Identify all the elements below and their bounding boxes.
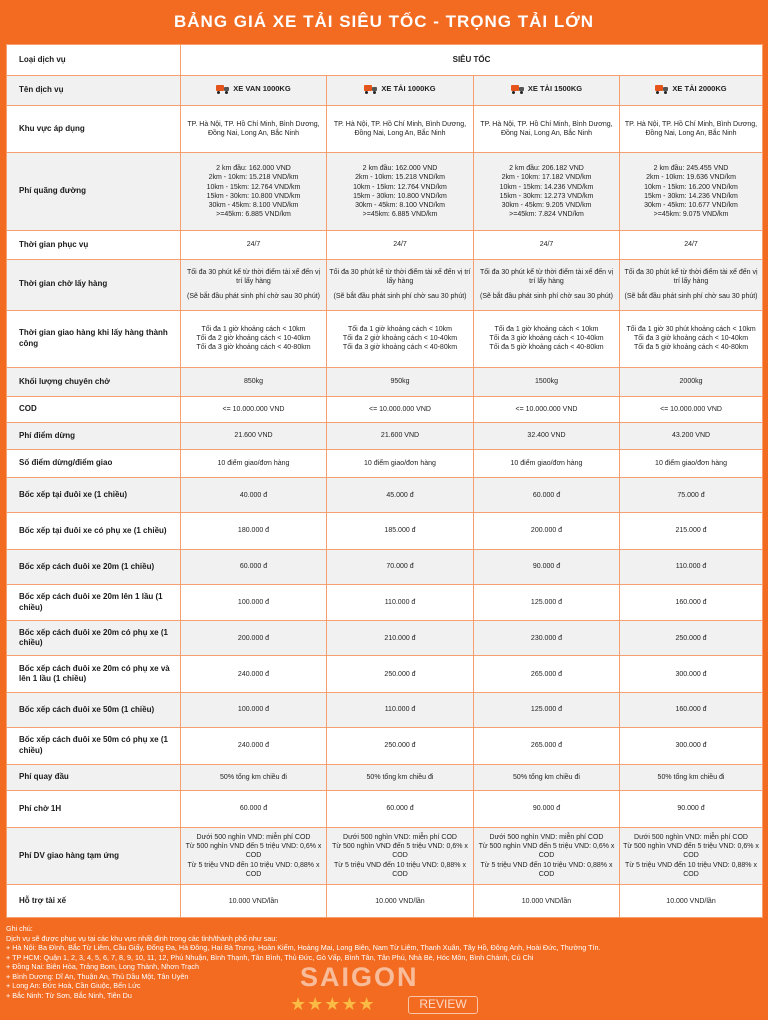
cell-text: 110.000 đ — [675, 563, 707, 571]
table-cell — [474, 692, 620, 727]
cell-text: 110.000 đ — [384, 598, 416, 606]
table-cell — [181, 513, 327, 550]
cell-text: 10 điểm giao/đơn hàng — [655, 459, 727, 467]
table-cell — [620, 153, 763, 231]
cell-text: 100.000 đ — [237, 706, 270, 714]
table-cell — [327, 692, 474, 727]
cell-line: Từ 5 triệu VND đến 10 triệu VND: 0,88% x COD — [480, 861, 613, 878]
cell-text: 24/7 — [393, 241, 407, 249]
table-cell — [620, 396, 763, 423]
cell-line: Từ 500 nghìn VND đến 5 triệu VND: 0,6% x COD — [332, 843, 468, 860]
cell-text: 60.000 đ — [239, 563, 268, 571]
cell-line: 15km - 30km: 14.236 VND/km — [644, 192, 738, 200]
review-badge: REVIEW — [408, 996, 478, 1014]
table-row — [7, 727, 763, 764]
cell-text: 60.000 đ — [532, 491, 561, 499]
table-row — [7, 827, 763, 884]
table-cell — [181, 827, 327, 884]
cell-text: 230.000 đ — [530, 634, 563, 642]
cell-text: 10.000 VND/lần — [666, 897, 716, 905]
cell-text: 850kg — [243, 378, 264, 386]
table-cell — [474, 584, 620, 621]
cell-text: 110.000 đ — [384, 706, 416, 714]
cell-line: Tối đa 2 giờ khoảng cách < 10-40km — [196, 335, 311, 343]
table-cell — [181, 423, 327, 450]
row-label: Phí quãng đường — [7, 153, 181, 231]
table-cell — [327, 367, 474, 396]
cell-text: 24/7 — [246, 241, 261, 249]
cell-line: 30km - 45km: 8.100 VND/km — [208, 201, 299, 209]
cell-line: 2 km đầu: 162.000 VND — [362, 165, 438, 173]
table-row — [7, 549, 763, 584]
cell-line: >=45km: 6.885 VND/km — [362, 210, 438, 218]
table-cell — [181, 885, 327, 918]
table-cell — [474, 885, 620, 918]
vehicle-name: XE TẢI 1000KG — [381, 84, 436, 94]
vehicle-name: XE VAN 1000KG — [233, 84, 291, 94]
cell-text: 45.000 đ — [386, 491, 414, 499]
table-cell — [327, 727, 474, 764]
table-row — [7, 396, 763, 423]
cell-text: 24/7 — [539, 241, 554, 249]
cell-line: 15km - 30km: 12.273 VND/km — [499, 192, 594, 200]
table-cell — [474, 396, 620, 423]
row-label: Bốc xếp cách đuôi xe 50m có phụ xe (1 chiều) — [7, 727, 181, 764]
table-cell — [327, 259, 474, 310]
cell-line: Tối đa 3 giờ khoảng cách < 10-40km — [489, 335, 604, 343]
cell-text: 160.000 đ — [675, 706, 707, 714]
cell-text: 24/7 — [684, 241, 698, 249]
cell-line: Tối đa 3 giờ khoảng cách < 40-80km — [342, 344, 458, 352]
cell-line: 2 km đầu: 162.000 VND — [216, 165, 291, 173]
watermark-logo — [288, 962, 488, 1018]
cell-text: 300.000 đ — [675, 670, 707, 678]
table-cell — [327, 153, 474, 231]
table-cell — [474, 367, 620, 396]
table-cell — [474, 513, 620, 550]
table-cell — [327, 423, 474, 450]
row-label: COD — [7, 396, 181, 423]
table-cell — [474, 621, 620, 656]
row-label: Bốc xếp tại đuôi xe có phụ xe (1 chiều) — [7, 513, 181, 550]
table-cell — [181, 396, 327, 423]
table-cell — [620, 367, 763, 396]
cell-text: 300.000 đ — [675, 742, 707, 750]
table-cell — [181, 549, 327, 584]
table-cell — [327, 764, 474, 791]
row-label: Bốc xếp tại đuôi xe (1 chiều) — [7, 478, 181, 513]
table-row — [7, 449, 763, 478]
cell-line: 2km - 10km: 15.218 VND/km — [355, 174, 445, 182]
cell-line: 2 km đầu: 245.455 VND — [653, 165, 729, 173]
cell-text: 75.000 đ — [677, 491, 705, 499]
note-line: + Hà Nội: Ba Đình, Bắc Từ Liêm, Cầu Giấy, Đống Đa, Hà Đông, Hai Bà Trưng, Hoàn Kiếm, Hoàng Mai, Long Biên, Nam Từ Liêm, Thanh Xuân, Tây Hồ, Đông Anh, Hoài Đức, Thường Tín. — [6, 943, 601, 952]
cell-line: Từ 500 nghìn VND đến 5 triệu VND: 0,6% x COD — [185, 843, 322, 860]
table-cell — [181, 106, 327, 153]
page-title: BẢNG GIÁ XE TẢI SIÊU TỐC - TRỌNG TẢI LỚN — [173, 12, 594, 31]
cell-line: Tối đa 1 giờ 30 phút khoảng cách < 10km — [626, 326, 756, 334]
cell-line: Tối đa 1 giờ khoảng cách < 10km — [201, 326, 306, 334]
table-cell — [327, 791, 474, 828]
table-cell — [181, 621, 327, 656]
truck-icon — [511, 84, 524, 94]
cell-line: Từ 500 nghìn VND đến 5 triệu VND: 0,6% x COD — [478, 843, 615, 860]
cell-text: TP. Hà Nội, TP. Hồ Chí Minh, Bình Dương, Đồng Nai, Long An, Bắc Ninh — [480, 121, 613, 138]
cell-text: 185.000 đ — [384, 527, 416, 535]
cell-subnote: (Sẽ bắt đầu phát sinh phí chờ sau 30 phút) — [333, 293, 467, 301]
cell-line: Tối đa 2 giờ khoảng cách < 10-40km — [342, 335, 458, 343]
cell-text: TP. Hà Nội, TP. Hồ Chí Minh, Bình Dương, Đồng Nai, Long An, Bắc Ninh — [333, 121, 467, 138]
cell-text: TP. Hà Nội, TP. Hồ Chí Minh, Bình Dương, Đồng Nai, Long An, Bắc Ninh — [187, 121, 320, 138]
vehicle-header — [474, 75, 620, 106]
table-cell — [620, 727, 763, 764]
table-row — [7, 45, 763, 76]
cell-text: Tối đa 30 phút kể từ thời điểm tài xế đến vị trí lấy hàng — [624, 269, 758, 286]
truck-icon — [216, 84, 229, 94]
cell-text: 10.000 VND/lần — [228, 897, 279, 905]
cell-text: 210.000 đ — [384, 634, 416, 642]
table-cell — [327, 231, 474, 260]
cell-text: 215.000 đ — [675, 527, 707, 535]
table-cell — [327, 310, 474, 367]
cell-text: 90.000 đ — [677, 805, 705, 813]
cell-text: 200.000 đ — [237, 634, 270, 642]
cell-subnote: (Sẽ bắt đầu phát sinh phí chờ sau 30 phút) — [624, 293, 758, 301]
table-cell — [181, 310, 327, 367]
cell-text: 10 điểm giao/đơn hàng — [364, 459, 436, 467]
table-cell — [474, 449, 620, 478]
cell-text: 250.000 đ — [384, 670, 416, 678]
cell-text: 180.000 đ — [237, 527, 270, 535]
table-cell — [620, 449, 763, 478]
cell-text: 125.000 đ — [530, 598, 563, 606]
cell-text: <= 10.000.000 VND — [222, 405, 285, 413]
cell-text: 10 điểm giao/đơn hàng — [217, 459, 290, 467]
table-cell — [327, 513, 474, 550]
table-cell — [181, 692, 327, 727]
price-table — [6, 44, 762, 918]
table-row — [7, 791, 763, 828]
vehicle-header — [620, 75, 763, 106]
cell-line: 2km - 10km: 19.636 VND/km — [646, 174, 736, 182]
table-row — [7, 75, 763, 106]
cell-line: Dưới 500 nghìn VND: miễn phí COD — [343, 834, 457, 842]
table-cell — [327, 449, 474, 478]
vehicle-name: XE TẢI 1500KG — [527, 84, 583, 94]
cell-text: TP. Hà Nội, TP. Hồ Chí Minh, Bình Dương, Đồng Nai, Long An, Bắc Ninh — [624, 121, 758, 138]
cell-line: 15km - 30km: 10.800 VND/km — [353, 192, 447, 200]
table-cell — [181, 791, 327, 828]
cell-subnote: (Sẽ bắt đầu phát sinh phí chờ sau 30 phút) — [186, 293, 320, 301]
cell-text: 10.000 VND/lần — [521, 897, 572, 905]
cell-text: 1500kg — [535, 378, 558, 386]
table-cell — [327, 549, 474, 584]
cell-text: 265.000 đ — [530, 670, 563, 678]
table-cell — [474, 259, 620, 310]
row-label: Khu vực áp dụng — [7, 106, 181, 153]
cell-line: Từ 500 nghìn VND đến 5 triệu VND: 0,6% x COD — [623, 843, 759, 860]
table-row — [7, 310, 763, 367]
cell-line: Tối đa 3 giờ khoảng cách < 10-40km — [633, 335, 749, 343]
cell-line: >=45km: 7.824 VND/km — [509, 210, 584, 218]
table-cell — [327, 885, 474, 918]
cell-text: 40.000 đ — [239, 491, 268, 499]
cell-line: 30km - 45km: 9.205 VND/km — [501, 201, 592, 209]
row-label: Hỗ trợ tài xế — [7, 885, 181, 918]
table-row — [7, 584, 763, 621]
table-row — [7, 885, 763, 918]
cell-text: 240.000 đ — [237, 742, 270, 750]
table-cell — [327, 584, 474, 621]
table-cell — [181, 153, 327, 231]
table-cell — [474, 764, 620, 791]
table-cell — [327, 621, 474, 656]
table-cell — [327, 656, 474, 693]
table-row — [7, 764, 763, 791]
watermark-name: SAIGON — [300, 962, 419, 992]
table-cell — [181, 478, 327, 513]
cell-text: 2000kg — [679, 378, 703, 386]
cell-text: Tối đa 30 phút kể từ thời điểm tài xế đến vị trí lấy hàng — [479, 269, 613, 286]
table-cell — [620, 513, 763, 550]
table-row — [7, 259, 763, 310]
cell-line: Dưới 500 nghìn VND: miễn phí COD — [634, 834, 748, 842]
note-line: + Long An: Đức Hoà, Cần Giuộc, Bến Lức — [6, 981, 141, 990]
cell-line: Tối đa 5 giờ khoảng cách < 40-80km — [489, 344, 604, 352]
cell-text: <= 10.000.000 VND — [369, 405, 431, 413]
cell-text: <= 10.000.000 VND — [660, 405, 722, 413]
cell-text: 10 điểm giao/đơn hàng — [510, 459, 583, 467]
cell-text: 50% tổng km chiều đi — [657, 773, 725, 781]
note-line: + Đồng Nai: Biên Hòa, Trảng Bom, Long Thành, Nhơn Trạch — [6, 962, 199, 971]
cell-line: Tối đa 1 giờ khoảng cách < 10km — [494, 326, 599, 334]
table-cell — [474, 423, 620, 450]
cell-text: 21.600 VND — [380, 432, 420, 440]
cell-text: 43.200 VND — [671, 432, 711, 440]
cell-text: 60.000 đ — [386, 805, 414, 813]
table-cell — [620, 621, 763, 656]
table-cell — [327, 106, 474, 153]
table-cell — [620, 764, 763, 791]
table-row — [7, 367, 763, 396]
table-cell — [474, 549, 620, 584]
table-cell — [181, 584, 327, 621]
cell-text: 250.000 đ — [384, 742, 416, 750]
cell-text: Tối đa 30 phút kể từ thời điểm tài xế đến vị trí lấy hàng — [329, 269, 471, 286]
cell-line: Từ 5 triệu VND đến 10 triệu VND: 0,88% x COD — [187, 861, 320, 878]
service-type-value: SIÊU TỐC — [181, 45, 763, 76]
table-cell — [620, 259, 763, 310]
cell-line: Dưới 500 nghìn VND: miễn phí COD — [196, 834, 311, 842]
cell-text: Tối đa 30 phút kể từ thời điểm tài xế đến vị trí lấy hàng — [186, 269, 320, 286]
row-label: Khối lượng chuyên chở — [7, 367, 181, 396]
service-name-label: Tên dịch vụ — [7, 75, 181, 106]
note-line: Dịch vụ sẽ được phục vụ tại các khu vực nhất định trong các tỉnh/thành phố như sau: — [6, 933, 278, 943]
cell-text: 160.000 đ — [675, 598, 707, 606]
table-cell — [474, 791, 620, 828]
table-cell — [181, 764, 327, 791]
table-cell — [620, 692, 763, 727]
table-cell — [474, 827, 620, 884]
cell-text: 10.000 VND/lần — [375, 897, 425, 905]
cell-line: 2km - 10km: 17.182 VND/km — [501, 174, 592, 182]
cell-line: 30km - 45km: 8.100 VND/km — [355, 201, 445, 209]
table-cell — [327, 827, 474, 884]
cell-line: 2km - 10km: 15.218 VND/km — [208, 174, 299, 182]
cell-line: 2 km đầu: 206.182 VND — [509, 165, 584, 173]
vehicle-name: XE TẢI 2000KG — [672, 84, 727, 94]
star-rating-icon: ★★★★★ — [290, 994, 376, 1014]
service-type-label: Loại dịch vụ — [7, 45, 181, 76]
table-cell — [474, 727, 620, 764]
table-cell — [474, 656, 620, 693]
table-cell — [620, 423, 763, 450]
cell-text: 90.000 đ — [532, 805, 561, 813]
table-cell — [474, 310, 620, 367]
cell-line: Dưới 500 nghìn VND: miễn phí COD — [489, 834, 604, 842]
cell-text: 50% tổng km chiều đi — [513, 773, 580, 781]
cell-line: Tối đa 3 giờ khoảng cách < 40-80km — [196, 344, 311, 352]
table-row — [7, 231, 763, 260]
vehicle-header — [181, 75, 327, 106]
note-line: + Bình Dương: Dĩ An, Thuận An, Thủ Dầu Một, Tân Uyên — [6, 971, 189, 981]
cell-line: >=45km: 9.075 VND/km — [653, 210, 729, 218]
table-row — [7, 621, 763, 656]
cell-line: 10km - 15km: 12.764 VND/km — [353, 183, 447, 191]
note-line: + Bắc Ninh: Từ Sơn, Bắc Ninh, Tiên Du — [6, 990, 132, 1000]
table-cell — [327, 478, 474, 513]
cell-text: 70.000 đ — [386, 563, 414, 571]
row-label: Bốc xếp cách đuôi xe 20m có phụ xe và lên 1 lầu (1 chiều) — [7, 656, 181, 693]
row-label: Bốc xếp cách đuôi xe 20m có phụ xe (1 chiều) — [7, 621, 181, 656]
note-line: Ghi chú: — [6, 924, 33, 933]
cell-text: 100.000 đ — [237, 598, 270, 606]
table-cell — [620, 656, 763, 693]
truck-icon — [364, 84, 377, 94]
row-label: Số điểm dừng/điểm giao — [7, 449, 181, 478]
table-row — [7, 106, 763, 153]
cell-text: 125.000 đ — [530, 706, 563, 714]
table-cell — [620, 310, 763, 367]
table-row — [7, 478, 763, 513]
table-cell — [474, 106, 620, 153]
row-label: Phí điểm dừng — [7, 423, 181, 450]
table-cell — [327, 396, 474, 423]
cell-text: 60.000 đ — [239, 805, 268, 813]
table-row — [7, 513, 763, 550]
table-cell — [181, 259, 327, 310]
table-cell — [620, 584, 763, 621]
table-cell — [620, 231, 763, 260]
cell-text: 21.600 VND — [234, 432, 273, 440]
table-cell — [474, 478, 620, 513]
table-cell — [620, 885, 763, 918]
row-label: Thời gian chờ lấy hàng — [7, 259, 181, 310]
table-row — [7, 153, 763, 231]
table-row — [7, 423, 763, 450]
row-label: Phí quay đầu — [7, 764, 181, 791]
table-cell — [181, 727, 327, 764]
table-cell — [181, 449, 327, 478]
cell-subnote: (Sẽ bắt đầu phát sinh phí chờ sau 30 phút) — [479, 293, 613, 301]
cell-text: 90.000 đ — [532, 563, 561, 571]
table-cell — [181, 656, 327, 693]
table-row — [7, 656, 763, 693]
cell-text: 950kg — [390, 378, 410, 386]
cell-line: 10km - 15km: 16.200 VND/km — [644, 183, 738, 191]
cell-text: 200.000 đ — [530, 527, 563, 535]
table-cell — [620, 827, 763, 884]
note-line: + TP HCM: Quận 1, 2, 3, 4, 5, 6, 7, 8, 9, 10, 11, 12, Phú Nhuận, Bình Thạnh, Tân Bình, Thủ Đức, Gò Vấp, Bình Tân, Tân Phú, Nhà Bè, Hóc Môn, Bình Chánh, Củ Chi — [6, 952, 534, 962]
row-label: Thời gian giao hàng khi lấy hàng thành công — [7, 310, 181, 367]
row-label: Bốc xếp cách đuôi xe 50m (1 chiều) — [7, 692, 181, 727]
table-cell — [181, 367, 327, 396]
row-label: Bốc xếp cách đuôi xe 20m (1 chiều) — [7, 549, 181, 584]
table-cell — [181, 231, 327, 260]
table-row — [7, 692, 763, 727]
cell-line: 10km - 15km: 12.764 VND/km — [206, 183, 301, 191]
row-label: Bốc xếp cách đuôi xe 20m lên 1 lầu (1 chiều) — [7, 584, 181, 621]
cell-text: 265.000 đ — [530, 742, 563, 750]
cell-line: 30km - 45km: 10.677 VND/km — [644, 201, 738, 209]
cell-line: Từ 5 triệu VND đến 10 triệu VND: 0,88% x COD — [625, 861, 757, 878]
cell-line: Tối đa 5 giờ khoảng cách < 40-80km — [633, 344, 749, 352]
table-cell — [474, 231, 620, 260]
cell-text: 50% tổng km chiều đi — [366, 773, 434, 781]
table-cell — [620, 791, 763, 828]
cell-text: <= 10.000.000 VND — [515, 405, 578, 413]
vehicle-header — [327, 75, 474, 106]
truck-icon — [655, 84, 668, 94]
cell-line: 10km - 15km: 14.236 VND/km — [499, 183, 594, 191]
cell-line: 15km - 30km: 10.800 VND/km — [206, 192, 301, 200]
cell-text: 250.000 đ — [675, 634, 707, 642]
table-cell — [620, 478, 763, 513]
table-cell — [620, 549, 763, 584]
cell-line: >=45km: 6.885 VND/km — [216, 210, 291, 218]
cell-text: 50% tổng km chiều đi — [220, 773, 287, 781]
table-cell — [474, 153, 620, 231]
table-cell — [620, 106, 763, 153]
row-label: Thời gian phục vụ — [7, 231, 181, 260]
row-label: Phí DV giao hàng tạm ứng — [7, 827, 181, 884]
cell-text: 32.400 VND — [527, 432, 566, 440]
cell-text: 240.000 đ — [237, 670, 270, 678]
row-label: Phí chờ 1H — [7, 791, 181, 828]
cell-line: Tối đa 1 giờ khoảng cách < 10km — [347, 326, 452, 334]
cell-line: Từ 5 triệu VND đến 10 triệu VND: 0,88% x COD — [334, 861, 466, 878]
